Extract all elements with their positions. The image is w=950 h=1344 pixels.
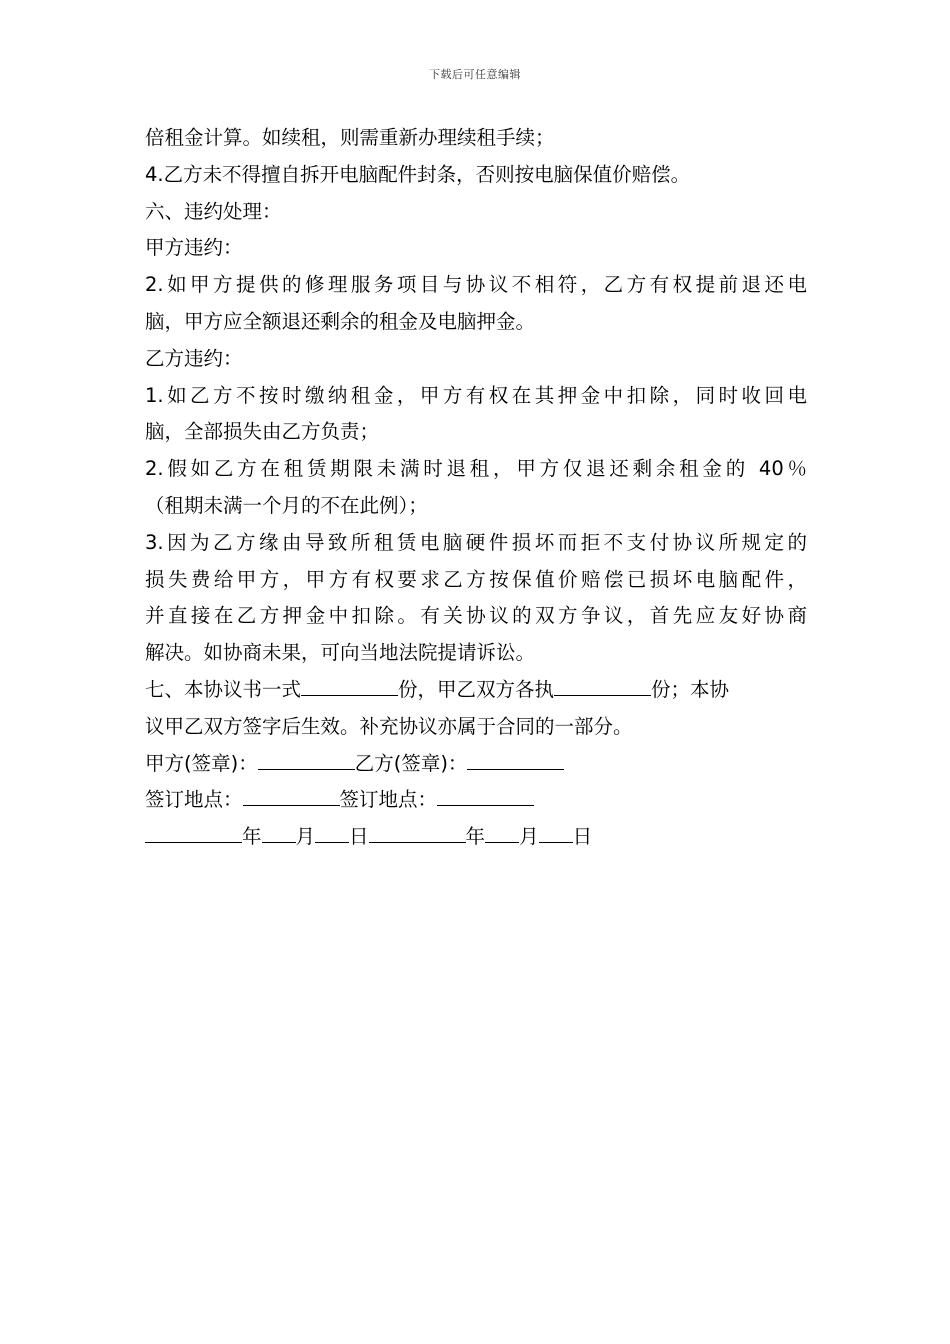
section-heading: 六、违约处理： bbox=[145, 199, 282, 223]
paragraph-line: 解决。如协商未果，可向当地法院提请诉讼。 bbox=[145, 641, 536, 665]
page-header: 下载后可任意编辑 bbox=[429, 68, 521, 81]
subheading-party-a: 甲方违约： bbox=[145, 236, 243, 260]
copies-total-blank[interactable] bbox=[301, 676, 398, 696]
signing-place-blank-b[interactable] bbox=[437, 787, 534, 807]
month-label: 月 bbox=[295, 825, 316, 849]
date-line bbox=[145, 819, 807, 856]
party-a-signature-blank[interactable] bbox=[258, 750, 355, 770]
paragraph-line: 2.假如乙方在租赁期限未满时退租，甲方仅退还剩余租金的 40％ bbox=[145, 457, 807, 481]
clause-seven-line-2: 议甲乙双方签字后生效。补充协议亦属于合同的一部分。 bbox=[145, 714, 633, 738]
clause-text: 七、本协议书一式 bbox=[145, 677, 302, 701]
signing-place-blank-a[interactable] bbox=[243, 787, 340, 807]
month-label: 月 bbox=[519, 825, 539, 849]
month-blank-b[interactable] bbox=[485, 824, 519, 844]
paragraph-line: 2.如甲方提供的修理服务项目与协议不相符，乙方有权提前退还电 bbox=[145, 273, 807, 297]
copies-each-blank[interactable] bbox=[554, 676, 651, 696]
party-b-signature-blank[interactable] bbox=[467, 750, 564, 770]
party-a-signature-label: 甲方(签章)： bbox=[145, 751, 258, 775]
paragraph-line: 1.如乙方不按时缴纳租金，甲方有权在其押金中扣除，同时收回电 bbox=[145, 383, 807, 407]
document-body bbox=[145, 120, 807, 856]
clause-text: 份；本协 bbox=[651, 677, 730, 701]
day-blank-b[interactable] bbox=[539, 824, 573, 844]
day-blank-a[interactable] bbox=[315, 824, 349, 844]
paragraph-line: （租期未满一个月的不在此例）； bbox=[145, 493, 428, 517]
signing-place-label: 签订地点： bbox=[145, 788, 243, 812]
paragraph-line: 脑，全部损失由乙方负责； bbox=[145, 420, 380, 444]
paragraph-line: 3.因为乙方缘由导致所租赁电脑硬件损坏而拒不支付协议所规定的 bbox=[145, 530, 807, 554]
year-label: 年 bbox=[465, 825, 486, 849]
day-label: 日 bbox=[349, 825, 369, 849]
year-label: 年 bbox=[242, 825, 262, 849]
subheading-party-b: 乙方违约： bbox=[145, 346, 243, 370]
paragraph-line: 损失费给甲方，甲方有权要求乙方按保值价赔偿已损坏电脑配件， bbox=[145, 567, 807, 591]
year-blank-a[interactable] bbox=[145, 824, 242, 844]
signing-place-line bbox=[145, 782, 807, 819]
paragraph-line: 脑，甲方应全额退还剩余的租金及电脑押金。 bbox=[145, 309, 536, 333]
month-blank-a[interactable] bbox=[262, 824, 296, 844]
clause-text: 份，甲乙双方各执 bbox=[398, 677, 555, 701]
party-b-signature-label: 乙方(签章)： bbox=[354, 751, 468, 775]
paragraph-line: 倍租金计算。如续租，则需重新办理续租手续； bbox=[145, 126, 555, 149]
year-blank-b[interactable] bbox=[369, 824, 466, 844]
paragraph-line: 4.乙方未不得擅自拆开电脑配件封条，否则按电脑保值价赔偿。 bbox=[145, 162, 691, 186]
paragraph-line: 并直接在乙方押金中扣除。有关协议的双方争议，首先应友好协商 bbox=[145, 604, 807, 628]
signing-place-label: 签订地点： bbox=[339, 788, 438, 812]
clause-seven-line-1 bbox=[145, 672, 807, 709]
signature-line bbox=[145, 746, 807, 783]
day-label: 日 bbox=[572, 825, 593, 849]
